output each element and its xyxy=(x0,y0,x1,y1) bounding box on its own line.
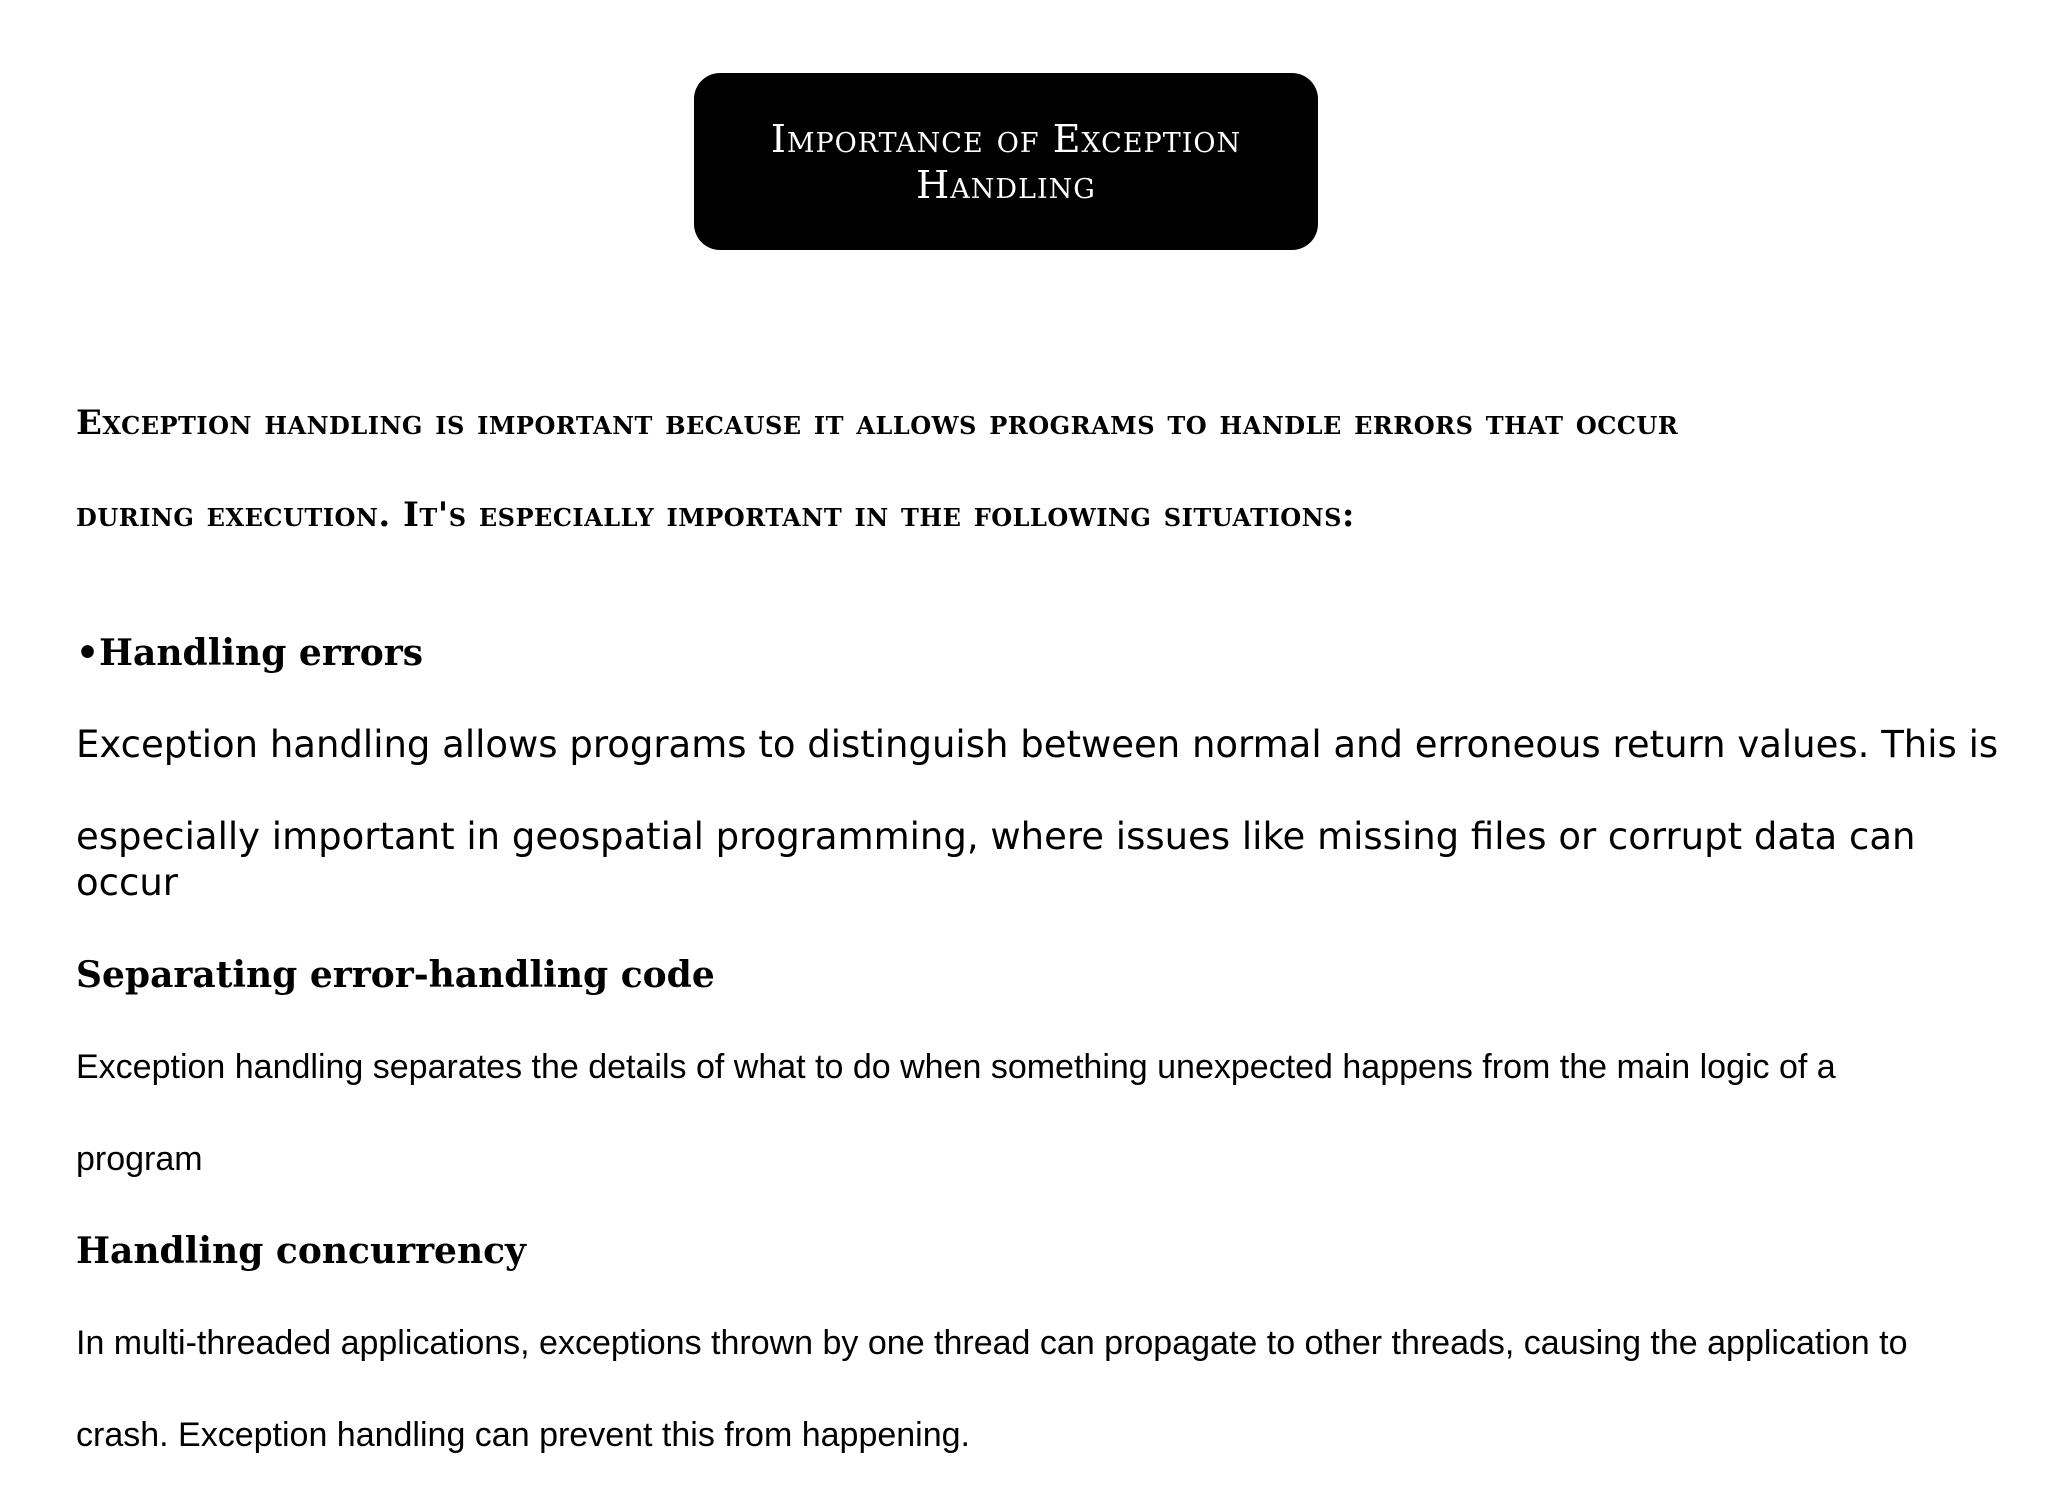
slide-title xyxy=(731,116,1281,208)
section-heading: •Handling errors xyxy=(76,632,424,674)
intro-line-1: Exception handling is important because it allows programs to handle errors that occur xyxy=(76,403,1679,443)
slide-title-line-2: Handling xyxy=(916,162,1096,207)
section-body xyxy=(76,1274,2016,1504)
section-body xyxy=(76,998,2016,1228)
section-heading: Handling concurrency xyxy=(76,1230,526,1272)
section-separating-code xyxy=(76,952,2016,1228)
section-body-line-2: program xyxy=(76,1140,203,1178)
section-body-line-1: Exception handling separates the details of what to do when something unexpected happens from the main logic of a xyxy=(76,1048,1836,1086)
section-handling-errors xyxy=(76,630,2016,952)
section-body-line-1: Exception handling allows programs to distinguish between normal and erroneous return values. This is xyxy=(76,723,1999,766)
intro-paragraph xyxy=(76,354,2016,584)
section-body-line-2: especially important in geospatial programming, where issues like missing files or corrupt data can occur xyxy=(76,815,1916,904)
section-body-line-2: crash. Exception handling can prevent this from happening. xyxy=(76,1416,970,1454)
section-heading: Separating error-handling code xyxy=(76,954,715,996)
slide-title-line-1: Importance of Exception xyxy=(770,116,1242,161)
section-body-line-1: In multi-threaded applications, exceptions thrown by one thread can propagate to other threads, causing the application to xyxy=(76,1324,1908,1362)
slide-title-box xyxy=(694,73,1318,250)
section-body xyxy=(76,676,2016,952)
section-handling-concurrency xyxy=(76,1228,2016,1504)
intro-line-2: during execution. It's especially important in the following situations: xyxy=(76,495,1355,535)
slide-body xyxy=(76,354,2016,1504)
